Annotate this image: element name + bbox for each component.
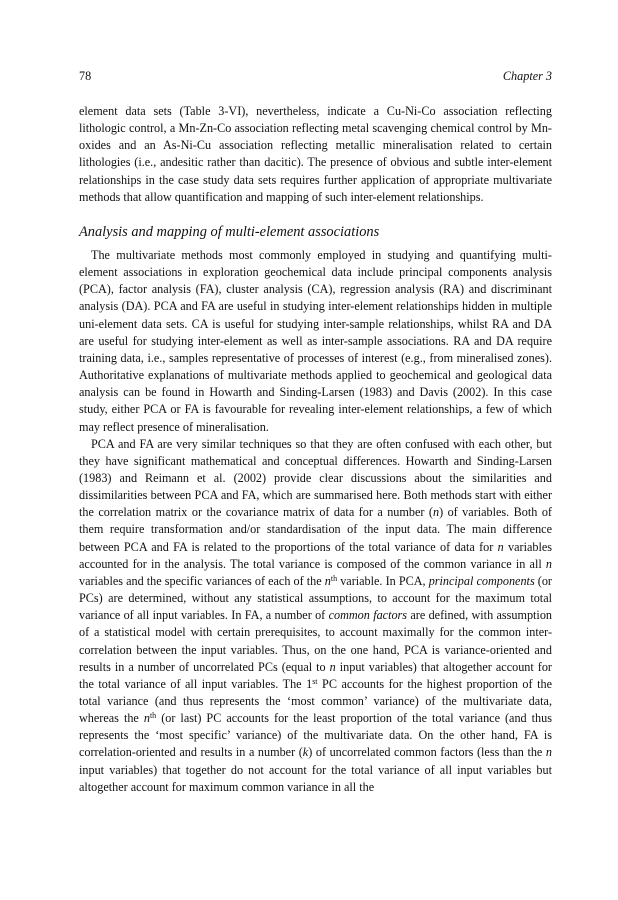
superscript: th <box>330 573 338 583</box>
chapter-title: Chapter 3 <box>502 69 552 83</box>
text-run: ) of uncorrelated common factors (less than the <box>308 745 546 760</box>
text-run: PC accounts for the highest proportion of the total variance (and thus represents the ‘most common’ variance) of the multivariate data, whereas the <box>79 676 552 726</box>
text-run: ) of variables. Both of them require transformation and/or standardisation of the input data. The main difference between PCA and FA is related to the proportions of the total variance of data for <box>79 505 552 554</box>
text-run: variables accounted for in the analysis. The total variance is composed of the common variance in all <box>79 539 552 571</box>
text-run: PCA and FA are very similar techniques so that they are often confused with each other, but they have significant mathematical and conceptual differences. Howarth and Sinding-Larsen (1983) and Reimann et al. (2002) provide clear discussions about the similarities and dissimilarities between PCA and FA, which are summarised here. Both methods start with either the correlation matrix or the covariance matrix of data for a number ( <box>79 436 552 520</box>
variable-n: n <box>329 659 336 674</box>
variable-n: n <box>545 556 552 571</box>
paragraph-pca-fa-comparison <box>79 436 552 796</box>
running-head <box>79 68 552 84</box>
text-run: input variables) that together do not account for the total variance of all input variables but altogether account for maximum common variance in all the <box>79 762 552 794</box>
section-heading: Analysis and mapping of multi-element associations <box>79 223 380 240</box>
variable-n: n <box>143 711 150 726</box>
text-run: (or last) PC accounts for the least proportion of the total variance (and thus represents the ‘most specific’ variance) of the multivariate data. On the other hand, FA is correlation-oriented and results in a number ( <box>79 711 552 760</box>
term-common-factors: common factors <box>328 608 408 623</box>
variable-n: n <box>497 539 504 554</box>
text-run: variable. In PCA, <box>337 573 429 588</box>
superscript: st <box>312 676 318 686</box>
page-number: 78 <box>79 69 92 83</box>
variable-n: n <box>545 745 552 760</box>
text-run: input variables) that altogether account for the total variance of all input variables. The 1 <box>79 659 552 691</box>
text-run: variables and the specific variances of each of the <box>79 573 325 588</box>
variable-n: n <box>324 573 331 588</box>
book-page <box>79 68 552 796</box>
text-run: (or PCs) are determined, without any statistical assumptions, to account for the maximum total variance of all input variables. In FA, a number of <box>79 573 552 623</box>
text-run: are defined, with assumption of a statistical model with certain prerequisites, to account maximally for the common inter-correlation between the input variables. Thus, on the one hand, PCA is variance-oriented and results in a number of uncorrelated PCs (equal to <box>79 608 553 674</box>
paragraph-multivariate-methods: The multivariate methods most commonly employed in studying and quantifying multi-element associations in exploration geochemical data include principal components analysis (PCA), factor analysis (FA), cluster analysis (CA), regression analysis (RA) and discriminant analysis (DA). PCA and FA are useful in studying inter-element relationships hidden in multiple uni-element data sets. CA is useful for studying inter-sample relationships, whilst RA and DA are useful for studying inter-element as well as inter-sample associations. RA and DA require training data, i.e., samples representative of processes of interest (e.g., from mineralised zones). Authoritative explanations of multivariate methods applied to geochemical and geological data analysis can be found in Howarth and Sinding-Larsen (1983) and Davis (2002). In this case study, either PCA or FA is favourable for revealing inter-element relationships, a few of which may reflect presence of mineralisation. <box>79 247 552 434</box>
term-principal-components: principal components <box>428 573 535 588</box>
variable-n: n <box>432 505 440 520</box>
paragraph-continued: element data sets (Table 3-VI), nevertheless, indicate a Cu-Ni-Co association reflecting lithologic control, a Mn-Zn-Co association reflecting metal scavenging chemical control by Mn-oxides and an As-Ni-Cu association reflecting metallic mineralisation related to certain lithologies (i.e., andesitic rather than dacitic). The presence of obvious and subtle inter-element relationships in the case study data sets requires further application of appropriate multivariate methods that allow quantification and mapping of such inter-element relationships. <box>79 104 552 204</box>
superscript: th <box>149 711 157 721</box>
variable-k: k <box>302 745 309 760</box>
